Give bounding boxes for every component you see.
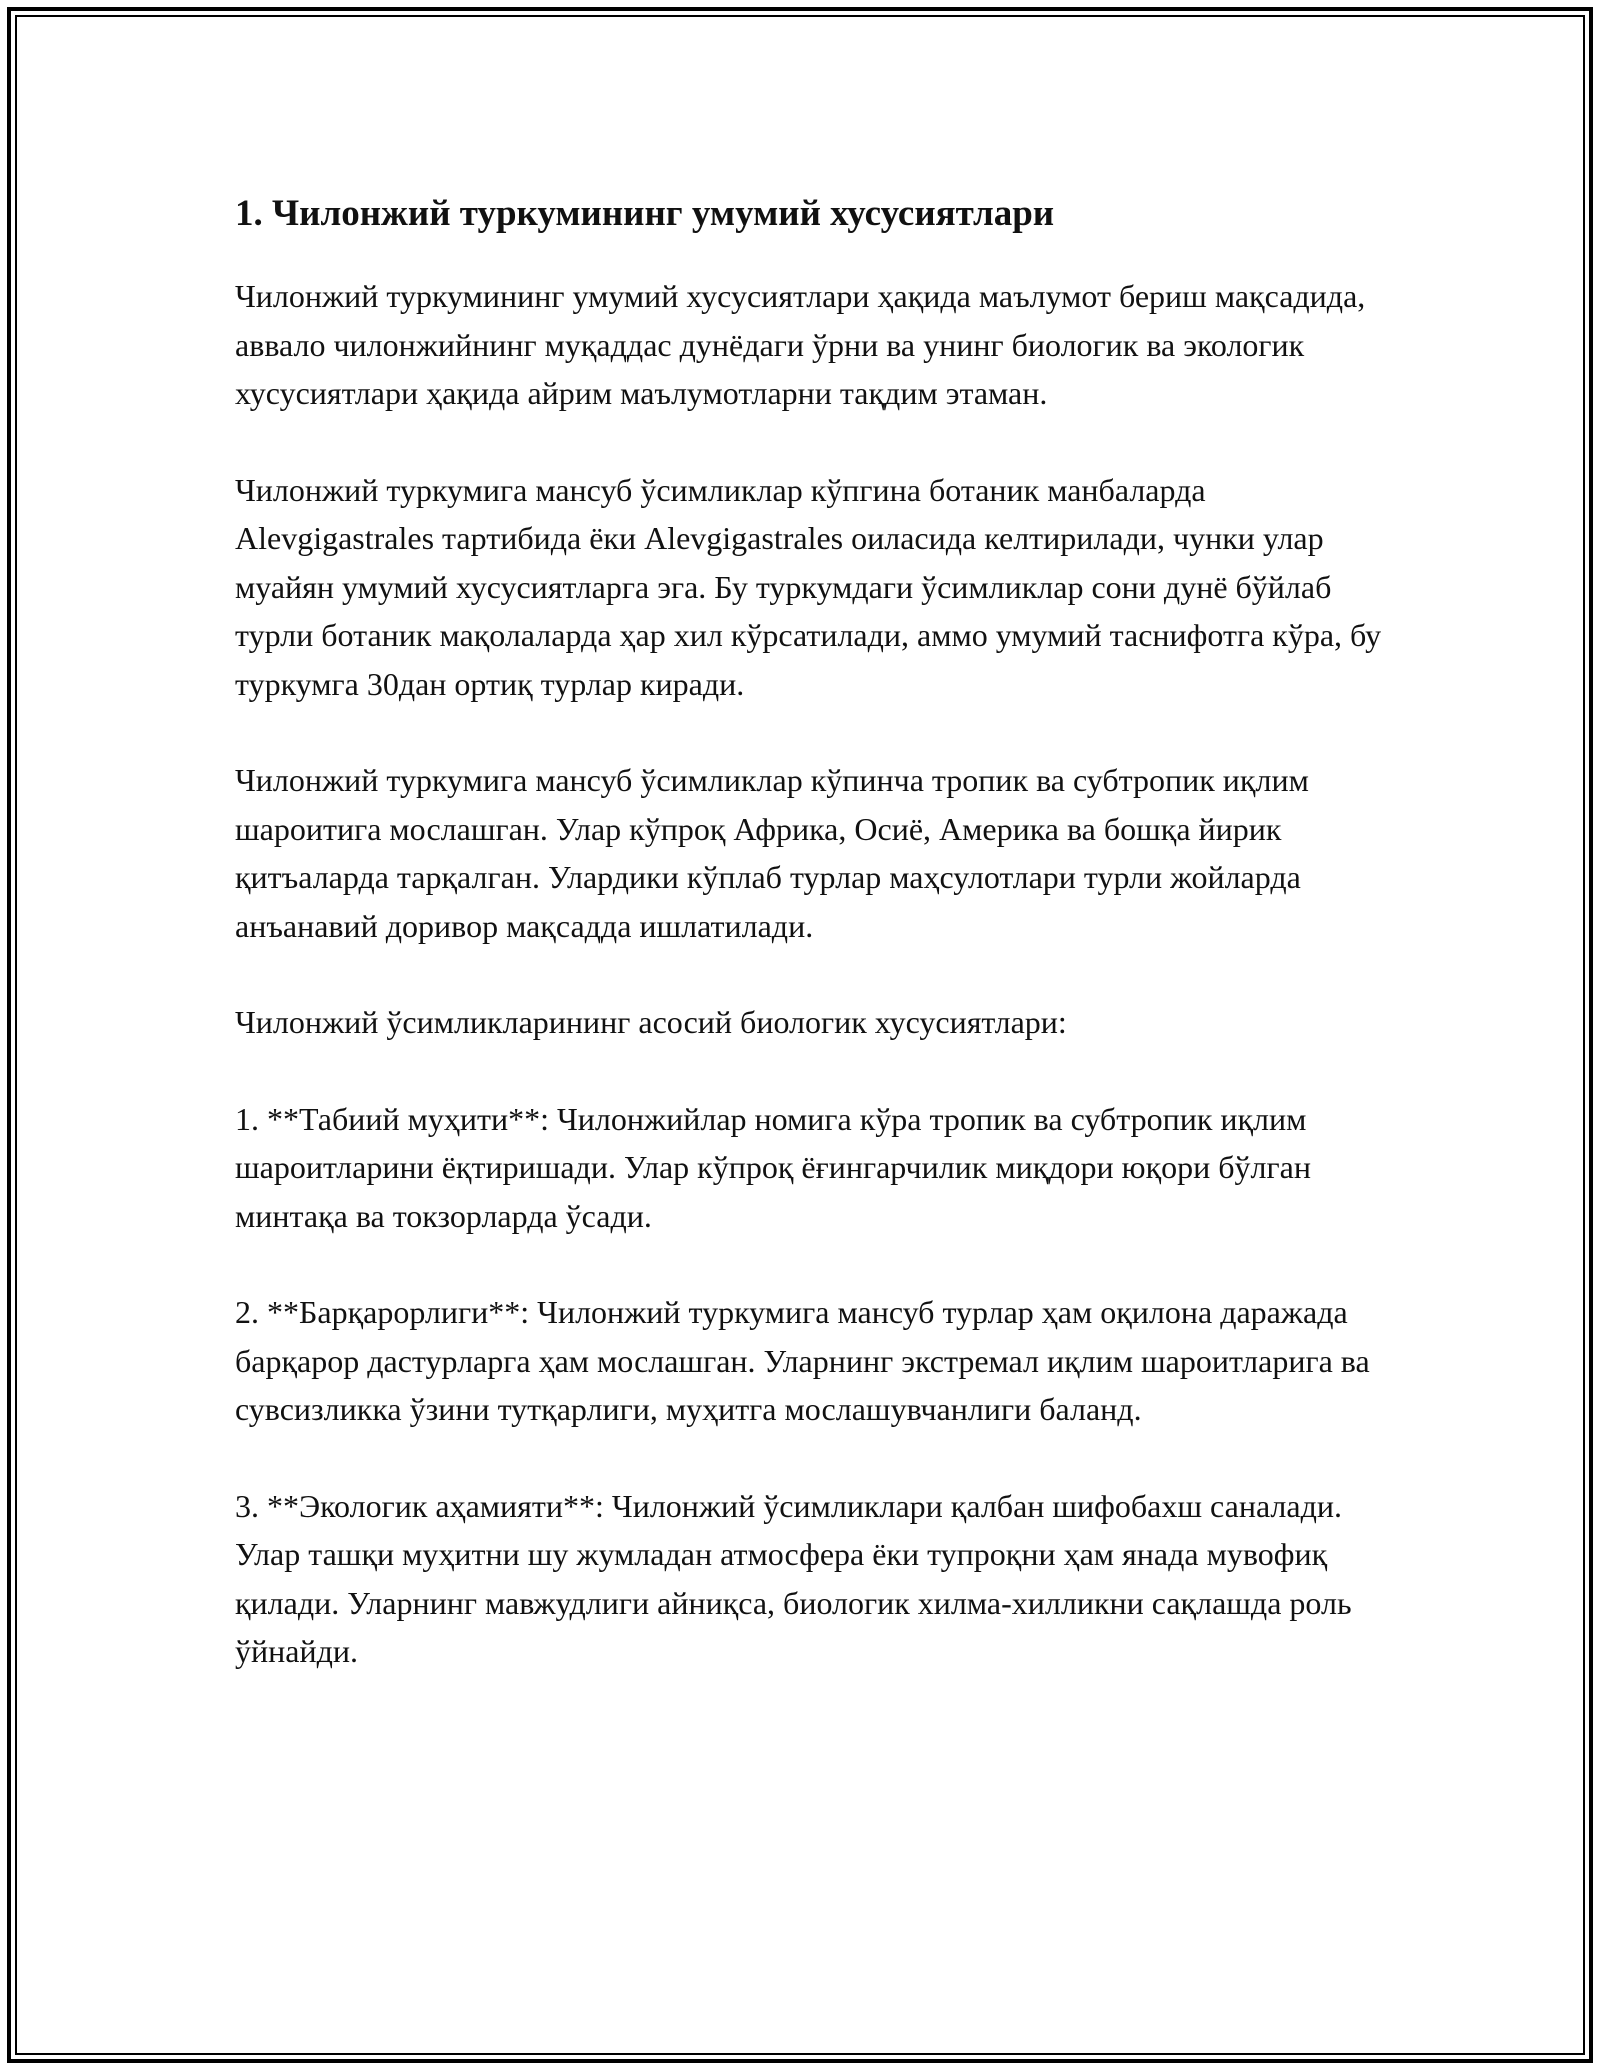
list-item-stability: 2. **Барқарорлиги**: Чилонжий туркумига мансуб турлар ҳам оқилона даражада барқарор дастурларга ҳам мослашган. Уларнинг экстремал иқлим шароитларига ва сувсизликка ўзини тутқарлиги, муҳитга мослашувчанлиги баланд.: [235, 1294, 1370, 1427]
list-item-habitat: 1. **Табиий муҳити**: Чилонжийлар номига кўра тропик ва субтропик иқлим шароитларини ёқтиришади. Улар кўпроқ ёғингарчилик миқдори юқори бўлган минтақа ва токзорларда ўсади.: [235, 1100, 1311, 1234]
list-item-ecology: 3. **Экологик аҳамияти**: Чилонжий ўсимликлари қалбан шифобахш саналади. Улар ташқи муҳитни шу жумладан атмосфера ёки тупроқни ҳам янада мувофиқ қилади. Уларнинг мавжудлиги айниқса, биологик хилма-хилликни сақлашда роль ўйнайди.: [235, 1487, 1352, 1669]
section-heading: 1. Чилонжий туркумининг умумий хусусиятлари: [235, 193, 1055, 234]
document-page: [235, 188, 1395, 1676]
paragraph-list-intro: Чилонжий ўсимликларининг асосий биологик хусусиятлари:: [235, 1004, 1067, 1040]
paragraph-intro: Чилонжий туркумининг умумий хусусиятлари ҳақида маълумот бериш мақсадида, аввало чилонжийнинг муқаддас дунёдаги ўрни ва унинг биологик ва экологик хусусиятлари ҳақида айрим маълумотларни тақдим этаман.: [235, 278, 1366, 411]
paragraph-distribution: Чилонжий туркумига мансуб ўсимликлар кўпинча тропик ва субтропик иқлим шароитига мослашган. Улар кўпроқ Африка, Осиё, Америка ва бошқа йирик қитъаларда тарқалган. Улардики кўплаб турлар маҳсулотлари турли жойларда анъанавий доривор мақсадда ишлатилади.: [235, 762, 1309, 944]
paragraph-taxonomy: Чилонжий туркумига мансуб ўсимликлар кўпгина ботаник манбаларда Alevgigastrales тартибида ёки Alevgigastrales оиласида келтирилади, чунки улар муайян умумий хусусиятларга эга. Бу туркумдаги ўсимликлар сони дунё бўйлаб турли ботаник мақолаларда ҳар хил кўрсатилади, аммо умумий таснифотга кўра, бу туркумга 30дан ортиқ турлар киради.: [235, 471, 1382, 702]
